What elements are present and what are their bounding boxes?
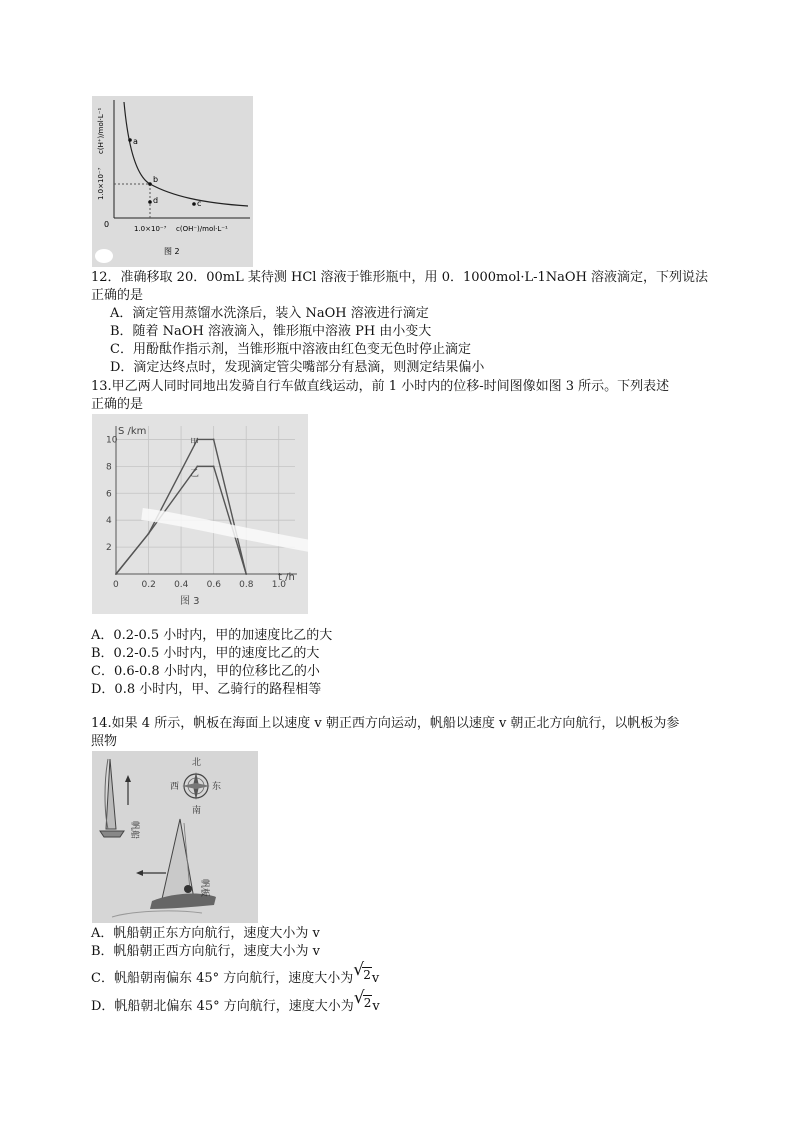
- fig3-chart: [92, 414, 308, 614]
- compass-west-label: 西: [170, 782, 180, 792]
- fig2-caption: 图 2: [164, 247, 180, 256]
- fig3-x-tick-label: 1.0: [271, 580, 287, 590]
- fig3-y-tick-label: 10: [106, 435, 118, 446]
- figure-4: [92, 751, 258, 923]
- fig2-label-b: b: [153, 175, 159, 184]
- q12-stem-line-2: 正确的是: [91, 288, 144, 303]
- q14-option-d-text: D．帆船朝北偏东 45° 方向航行，速度大小为: [91, 999, 354, 1014]
- q13-stem-line-1: 13.甲乙两人同时同地出发骑自行车做直线运动，前 1 小时内的位移-时间图像如图 3 所示。下列表述: [91, 379, 670, 394]
- fig3-x-tick-label: 0: [113, 580, 119, 590]
- q14-option-c-suffix: v: [371, 971, 380, 986]
- fig2-origin: 0: [104, 220, 110, 229]
- fig3-x-tick-label: 0.2: [141, 580, 156, 590]
- compass-north-label: 北: [192, 758, 202, 768]
- q14-option-a: A．帆船朝正东方向航行，速度大小为 v: [91, 926, 320, 941]
- fig3-y-tick-label: 6: [106, 489, 112, 500]
- q13-option-a: A．0.2-0.5 小时内，甲的加速度比乙的大: [91, 628, 333, 643]
- fig2-point-a: [128, 138, 132, 142]
- fig2-scan-blot: [95, 249, 113, 263]
- fig3-series-label-jia: 甲: [190, 438, 200, 448]
- q14-option-c-text: C．帆船朝南偏东 45° 方向航行，速度大小为: [91, 971, 354, 986]
- fig3-scan-smudge: [142, 514, 308, 546]
- q13-option-b: B．0.2-0.5 小时内，甲的速度比乙的大: [91, 646, 320, 661]
- boat-label: 帆船: [129, 821, 139, 840]
- fig3-y-tick-label: 4: [106, 516, 112, 527]
- fig2-label-c: c: [197, 199, 202, 208]
- figure-3: [92, 414, 308, 614]
- fig3-y-label: S /km: [118, 426, 147, 437]
- figure-2: [92, 96, 253, 267]
- fig2-curve: [124, 102, 248, 206]
- q14-option-c: [91, 960, 380, 988]
- q12-option-b: B．随着 NaOH 溶液滴入，锥形瓶中溶液 PH 由小变大: [110, 324, 432, 339]
- fig3-x-label: t /h: [278, 572, 295, 583]
- boat-velocity-arrow: [125, 775, 131, 805]
- fig3-y-tick-label: 2: [106, 543, 112, 554]
- q12-option-d: D．滴定达终点时，发现滴定管尖嘴部分有悬滴，则测定结果偏小: [110, 360, 485, 375]
- q12-stem-line-1: 12．准确移取 20．00mL 某待测 HCl 溶液于锥形瓶中，用 0．1000mol·L-1NaOH 溶液滴定，下列说法: [91, 270, 709, 285]
- q14-option-d-suffix: v: [372, 999, 380, 1014]
- fig3-series-label-yi: 乙: [190, 469, 200, 479]
- board-velocity-arrow: [136, 870, 166, 876]
- q13-option-c: C．0.6-0.8 小时内，甲的位移比乙的小: [91, 664, 320, 679]
- q12-option-a: A．滴定管用蒸馏水洗涤后，装入 NaOH 溶液进行滴定: [110, 306, 429, 321]
- q13-option-d: D．0.8 小时内，甲、乙骑行的路程相等: [91, 682, 322, 697]
- fig2-point-c: [192, 202, 196, 206]
- board-label: 帆板: [199, 879, 209, 898]
- fig3-point: [115, 573, 117, 575]
- fig2-x-tick: 1.0×10⁻⁷: [134, 225, 167, 233]
- q13-stem-line-2: 正确的是: [91, 397, 144, 412]
- fig2-y-tick: 1.0×10⁻⁷: [97, 167, 105, 200]
- q14-stem-line-1: 14.如果 4 所示，帆板在海面上以速度 v 朝正西方向运动，帆船以速度 v 朝正北方向航行，以帆板为参: [91, 716, 680, 731]
- q14-option-d: [91, 988, 380, 1016]
- fig3-grid: [116, 426, 295, 574]
- fig3-x-tick-label: 0.6: [206, 580, 221, 590]
- compass-east-label: 东: [212, 782, 222, 792]
- fig3-point: [213, 465, 215, 467]
- sqrt-value: 2: [363, 968, 371, 982]
- fig2-point-d: [148, 200, 152, 204]
- sqrt-value: 2: [363, 996, 372, 1010]
- q14-option-b: B．帆船朝正西方向航行，速度大小为 v: [91, 944, 321, 959]
- fig3-point: [213, 439, 215, 441]
- sqrt-symbol: √ 2: [353, 988, 372, 1010]
- fig2-y-label: c(H⁺)/mol·L⁻¹: [97, 107, 105, 154]
- fig3-x-tick-label: 0.8: [239, 580, 254, 590]
- sqrt-symbol: √ 2: [353, 960, 371, 982]
- q14-stem-line-2: 照物: [91, 734, 118, 749]
- fig3-point: [196, 465, 198, 467]
- compass-south-label: 南: [192, 806, 202, 816]
- fig2-label-d: d: [153, 196, 159, 205]
- q12-option-c: C．用酚酞作指示剂，当锥形瓶中溶液由红色变无色时停止滴定: [110, 342, 471, 357]
- fig2-x-label: c(OH⁻)/mol·L⁻¹: [176, 225, 228, 233]
- fig3-x-tick-label: 0.4: [174, 580, 189, 590]
- sailboard-icon: [112, 819, 216, 917]
- compass-icon: [170, 756, 221, 816]
- fig3-caption: 图 3: [180, 596, 200, 607]
- fig2-point-b: [148, 182, 152, 186]
- sailboat-icon: [100, 759, 124, 837]
- fig3-point: [148, 533, 150, 535]
- fig2-label-a: a: [133, 137, 138, 146]
- fig3-point: [245, 573, 247, 575]
- fig3-y-tick-label: 8: [106, 462, 112, 473]
